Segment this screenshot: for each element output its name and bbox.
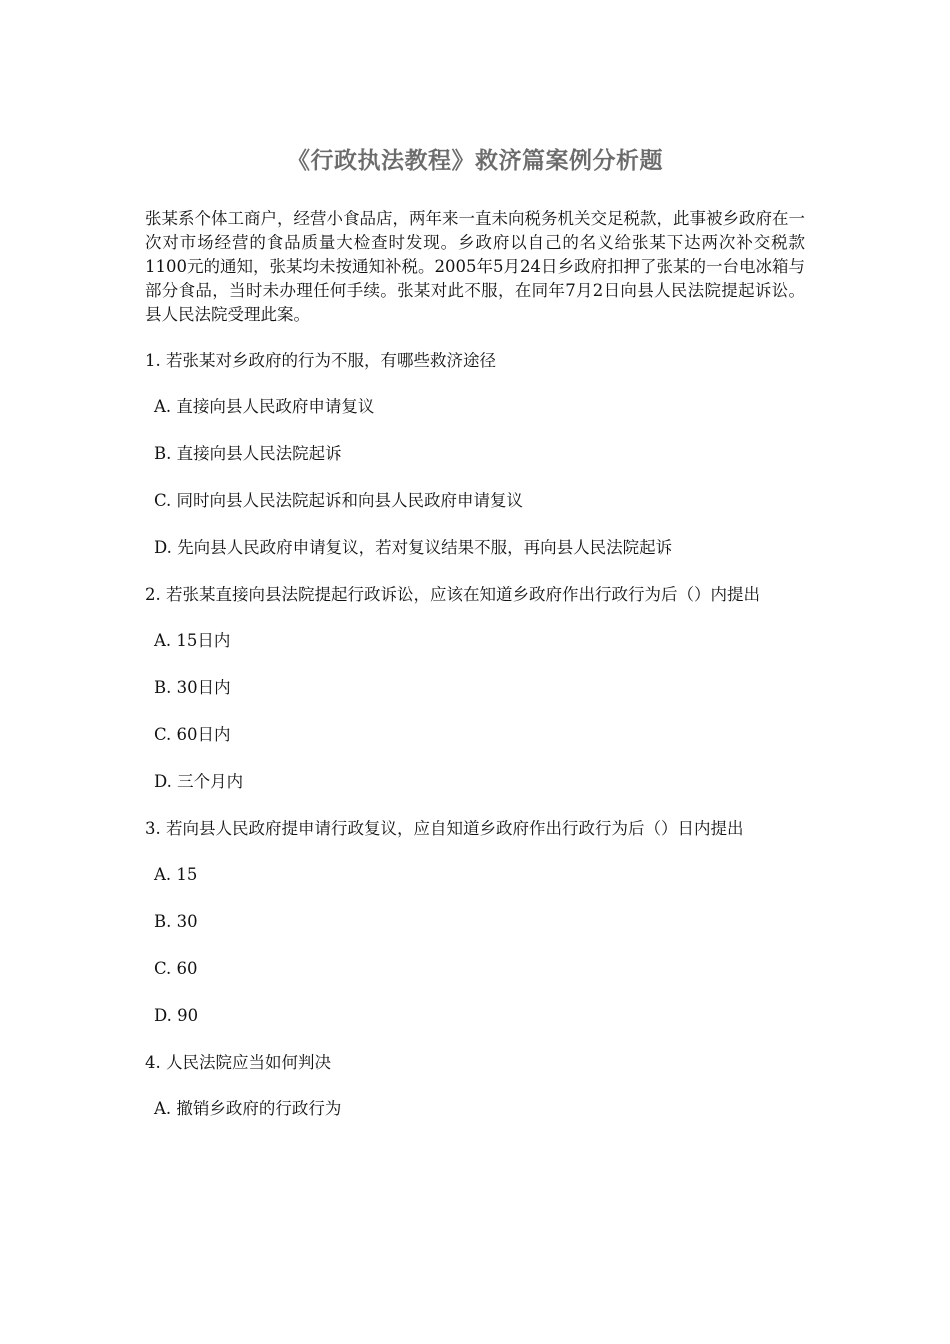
question-1-option-a: A. 直接向县人民政府申请复议 (154, 397, 375, 416)
question-1: 1. 若张某对乡政府的行为不服，有哪些救济途径 (145, 351, 496, 370)
document-page (145, 142, 805, 1144)
question-2: 2. 若张某直接向县法院提起行政诉讼，应该在知道乡政府作出行政行为后（）内提出 (145, 585, 760, 604)
question-4-option-a: A. 撤销乡政府的行政行为 (154, 1099, 342, 1118)
question-2-option-d: D. 三个月内 (154, 772, 244, 791)
question-3: 3. 若向县人民政府提申请行政复议，应自知道乡政府作出行政行为后（）日内提出 (145, 819, 744, 838)
question-3-option-c: C. 60 (154, 959, 198, 978)
question-2-option-c: C. 60日内 (154, 725, 231, 744)
question-3-option-d: D. 90 (154, 1006, 199, 1025)
question-3-option-a: A. 15 (154, 865, 198, 884)
question-2-option-a: A. 15日内 (154, 631, 231, 650)
question-1-option-b: B. 直接向县人民法院起诉 (154, 444, 342, 463)
question-2-option-b: B. 30日内 (154, 678, 231, 697)
question-4: 4. 人民法院应当如何判决 (145, 1053, 331, 1072)
question-3-option-b: B. 30 (154, 912, 198, 931)
case-description: 张某系个体工商户，经营小食品店，两年来一直未向税务机关交足税款，此事被乡政府在一次对市场经营的食品质量大检查时发现。乡政府以自己的名义给张某下达两次补交税款1100元的通知，张某均未按通知补税。2005年5月24日乡政府扣押了张某的一台电冰箱与部分食品，当时未办理任何手续。张某对此不服，在同年7月2日向县人民法院提起诉讼。县人民法院受理此案。 (145, 209, 805, 324)
document-title: 《行政执法教程》救济篇案例分析题 (287, 147, 663, 174)
question-1-option-d: D. 先向县人民政府申请复议，若对复议结果不服，再向县人民法院起诉 (154, 538, 673, 557)
question-1-option-c: C. 同时向县人民法院起诉和向县人民政府申请复议 (154, 491, 524, 510)
